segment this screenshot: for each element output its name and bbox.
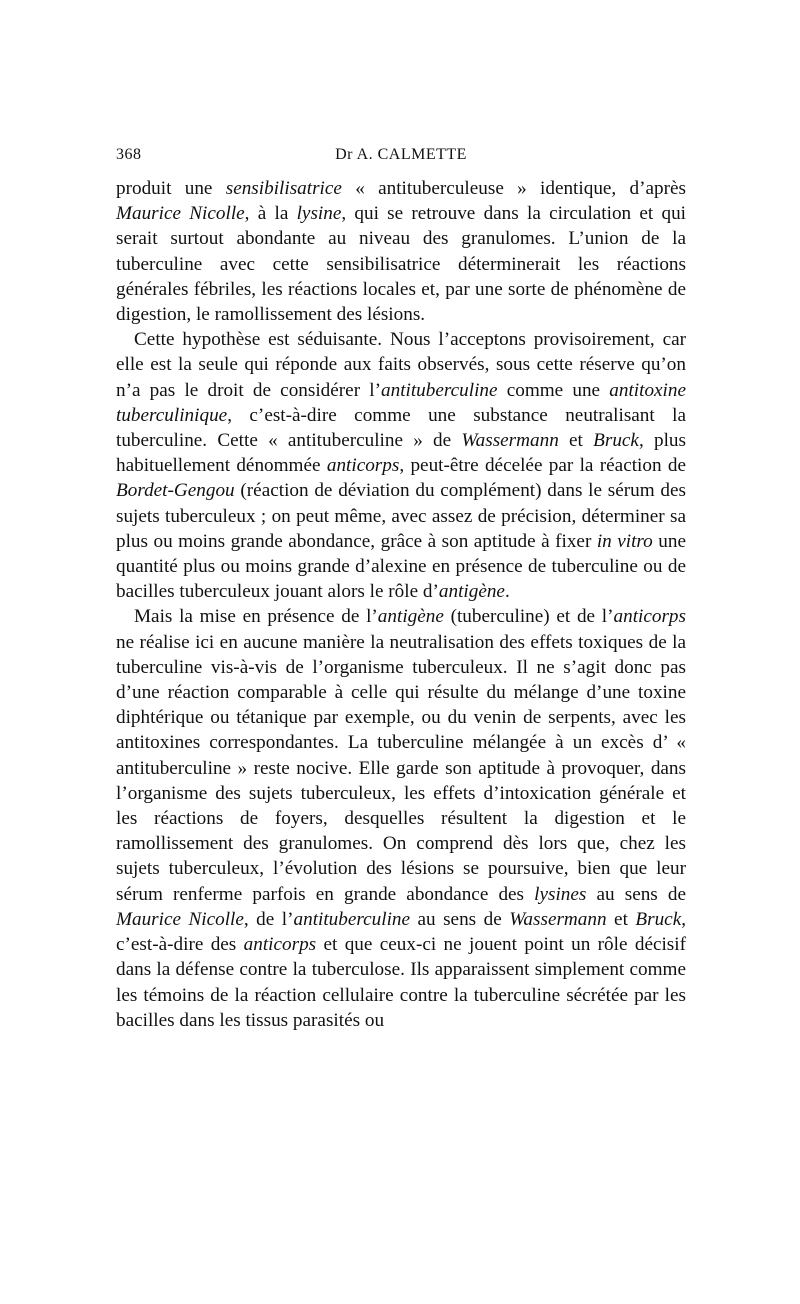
paragraph [116,327,686,604]
paragraph [116,176,686,327]
body-text [116,176,686,1033]
text-run: , de l’ [243,908,294,930]
italic-run: antituberculine [293,908,411,930]
italic-run: Bordet-Gengou [116,480,235,502]
page-number: 368 [116,146,142,163]
italic-run: in vitro [596,530,653,552]
italic-run: anticorps [326,455,400,477]
text-run: , plus habituellement dénommée [116,430,686,477]
italic-run: lysines [534,883,587,905]
italic-run: Wassermann [509,908,607,930]
text-run: , peut-être décelée par la réaction de [399,455,686,477]
text-run: , c’est-à-dire comme une substance neutralisant la tuberculine. Cette « antituberculine » de [116,404,686,452]
text-run: produit une [116,178,226,199]
italic-run: anticorps [613,606,686,628]
italic-run: antigène [438,581,505,603]
text-run: au sens de [410,908,510,930]
text-run: Cette hypothèse est séduisante. Nous l’acceptons provisoirement, car elle est la seule qui réponde aux faits observés, sous cette réserve qu’on n’a pas le droit de considérer l’ [116,329,686,401]
italic-run: antigène [377,606,444,628]
italic-run: antituberculine [381,379,498,401]
italic-run: Bruck [593,430,639,452]
text-run: une quantité plus ou moins grande d’alexine en présence de tuberculine ou de bacilles tuberculeux jouant alors le rôle d’ [116,530,686,603]
text-run: comme une [497,379,610,401]
italic-run: lysine [296,203,342,225]
running-header [116,146,686,170]
text-run: et que ceux-ci ne jouent point un rôle décisif dans la défense contre la tuberculose. Ils apparaissent simplement comme les témoins de la réaction cellulaire contre la tuberculine sécrétée par les bacilles dans les tissus parasités ou [116,934,686,1031]
text-run: et [558,430,594,452]
italic-run: Maurice Nicolle [116,908,244,930]
text-run: ne réalise ici en aucune manière la neutralisation des effets toxiques de la tuberculine vis-à-vis de l’organisme tuberculeux. Il ne s’agit donc pas d’une réaction comparable à celle qui résulte du mélange d’une toxine diphtérique ou tétanique par exemple, ou du venin de serpents, avec les antitoxines correspondantes. La tuberculine mélangée à un excès d’ « antituberculine » reste nocive. Elle garde son aptitude à provoquer, dans l’organisme des sujets tuberculeux, les effets d’intoxication générale et les réactions de foyers, desquelles résultent la digestion et le ramollissement des granulomes. On comprend dès lors que, chez les sujets tuberculeux, l’évolution des lésions se poursuive, bien que leur sérum renferme parfois en grande abondance des [116,631,686,905]
italic-run: sensibilisatrice [225,178,342,199]
italic-run: anticorps [243,934,317,956]
italic-run: Maurice Nicolle [116,203,245,225]
italic-run: antitoxine tuberculinique [116,379,686,426]
text-run: , c’est-à-dire des [116,908,687,956]
text-run: . [504,581,510,603]
text-run: Mais la mise en présence de l’ [134,606,378,628]
italic-run: Wassermann [461,430,559,452]
running-title: Dr A. CALMETTE [335,146,467,163]
text-run: au sens de [586,883,687,905]
paragraph [116,604,686,1032]
text-run: « antituberculeuse » identique, d’après [341,178,686,199]
text-run: et [606,908,636,930]
text-run: (réaction de déviation du complément) dans le sérum des sujets tuberculeux ; on peut même, avec assez de précision, déterminer sa plus ou moins grande abondance, grâce à son aptitude à fixer [116,480,686,552]
italic-run: Bruck [635,908,682,930]
text-run: , à la [244,203,297,225]
text-run: (tuberculine) et de l’ [443,606,614,628]
text-run: , qui se retrouve dans la circulation et qui serait surtout abondante au niveau des granulomes. L’union de la tuberculine avec cette sensibilisatrice déterminerait les réactions générales fébriles, les réactions locales et, par une sorte de phénomène de digestion, le ramollissement des lésions. [116,203,686,326]
